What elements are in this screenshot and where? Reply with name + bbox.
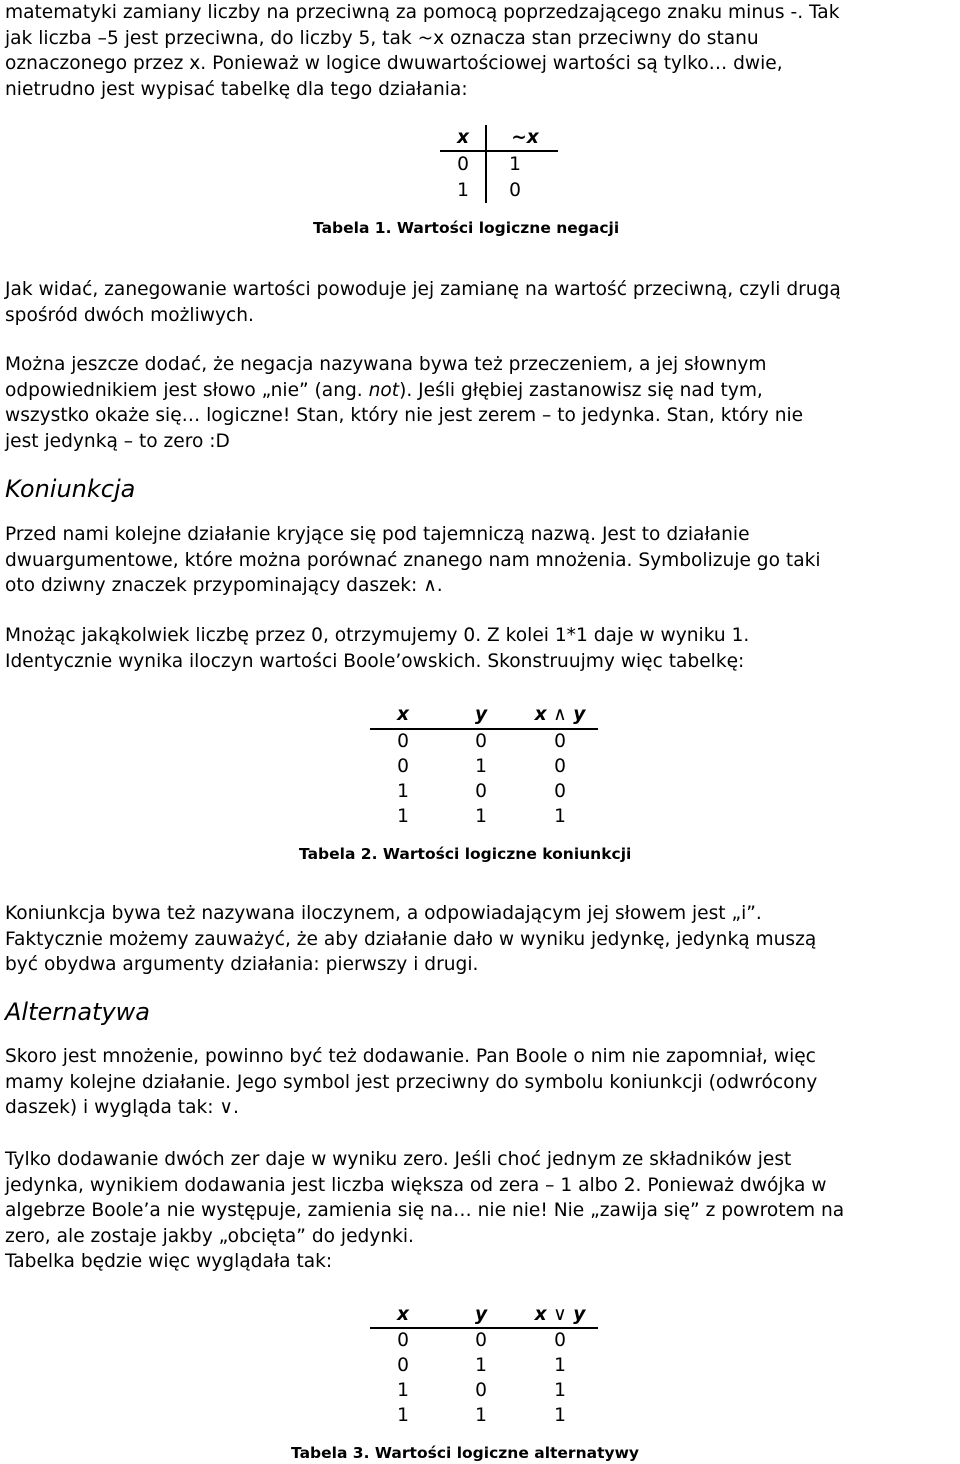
table-header-result <box>520 702 600 727</box>
table-header-result <box>520 1302 600 1327</box>
table-caption-text: Wartości logiczne koniunkcji <box>382 845 632 863</box>
table-cell: 1 <box>457 180 469 201</box>
table-header-not-x: ~x <box>511 127 539 148</box>
text-line: jest jedynką – to zero :D <box>5 430 230 452</box>
table-column-rule <box>485 125 487 203</box>
table-cell: 1 <box>475 806 487 827</box>
text-line: spośród dwóch możliwych. <box>5 304 254 326</box>
emphasis-text: not <box>368 379 400 401</box>
or-symbol-icon: ∨ <box>553 1304 567 1325</box>
header-part: y <box>573 1304 586 1325</box>
table-cell: 0 <box>397 756 409 777</box>
table-caption-text: Wartości logiczne negacji <box>396 219 620 237</box>
section-heading-conjunction: Koniunkcja <box>5 475 136 503</box>
table-header-x: x <box>397 704 409 725</box>
alternative-paragraph <box>5 1044 960 1121</box>
table-cell: 0 <box>397 1330 409 1351</box>
section-heading-alternative: Alternatywa <box>5 998 150 1026</box>
text-line: być obydwa argumenty działania: pierwszy i drugi. <box>5 954 479 975</box>
table-cell: 1 <box>475 756 487 777</box>
table-cell: 1 <box>475 1405 487 1426</box>
header-part: x <box>534 704 547 725</box>
table-cell: 0 <box>457 154 469 175</box>
text-line: Można jeszcze dodać, że negacja nazywana bywa też przeczeniem, a jej słownym <box>5 354 767 375</box>
text-line: oznaczonego przez x. Ponieważ w logice dwuwartościowej wartości są tylko… dwie, <box>5 53 783 74</box>
text-line: wszystko okaże się… logiczne! Stan, który nie jest zerem – to jedynka. Stan, który nie <box>5 405 804 426</box>
table-cell: 0 <box>554 781 566 802</box>
text-line: Przed nami kolejne działanie kryjące się pod tajemniczą nazwą. Jest to działanie <box>5 524 750 545</box>
table-cell: 1 <box>397 1405 409 1426</box>
table-caption-label: Tabela 3. <box>291 1444 370 1462</box>
text-line: oto dziwny znaczek przypominający daszek: ∧. <box>5 575 443 596</box>
table-caption <box>291 1443 639 1463</box>
table-cell: 1 <box>475 1355 487 1376</box>
text-line: dwuargumentowe, które można porównać znanego nam mnożenia. Symbolizuje go taki <box>5 549 821 571</box>
table-cell: 1 <box>397 781 409 802</box>
text-run: ). Jeśli głębiej zastanowisz się nad tym, <box>399 379 763 401</box>
table-caption-label: Tabela 2. <box>299 845 378 863</box>
table-header-x: x <box>397 1304 409 1325</box>
text-line: jak liczba –5 jest przeciwna, do liczby 5, tak ~x oznacza stan przeciwny do stanu <box>5 27 759 49</box>
text-line: Identycznie wynika iloczyn wartości Boole’owskich. Skonstruujmy więc tabelkę: <box>5 650 745 672</box>
text-line <box>5 378 960 404</box>
text-line: mamy kolejne działanie. Jego symbol jest przeciwny do symbolu koniunkcji (odwrócony <box>5 1071 818 1093</box>
text-line: zero, ale zostaje jakby „obcięta” do jedynki. <box>5 1225 414 1247</box>
table-cell: 0 <box>397 1355 409 1376</box>
table-cell: 1 <box>397 806 409 827</box>
header-part: y <box>573 704 586 725</box>
conjunction-paragraph-3 <box>5 901 960 978</box>
table-header-y: y <box>474 1304 488 1325</box>
table-caption <box>299 844 631 864</box>
table-cell: 1 <box>397 1380 409 1401</box>
table-cell: 1 <box>554 1380 566 1401</box>
text-line: algebrze Boole’a nie występuje, zamienia się na… nie nie! Nie „zawija się” z powrotem na <box>5 1200 845 1221</box>
negation-paragraph-2 <box>5 352 960 454</box>
table-caption-label: Tabela 1. <box>313 219 392 237</box>
text-line: daszek) i wygląda tak: ∨. <box>5 1097 239 1118</box>
and-symbol-icon: ∧ <box>553 704 567 725</box>
table-cell: 0 <box>554 731 566 752</box>
table-cell: 0 <box>554 1330 566 1351</box>
table-cell: 0 <box>475 781 487 802</box>
text-line: Tylko dodawanie dwóch zer daje w wyniku zero. Jeśli choć jednym ze składników jest <box>5 1149 792 1170</box>
text-line: jedynka, wynikiem dodawania jest liczba większa od zera – 1 albo 2. Ponieważ dwójka w <box>5 1174 827 1196</box>
text-line: Koniunkcja bywa też nazywana iloczynem, a odpowiadającym jej słowem jest „i”. <box>5 903 762 924</box>
intro-paragraph <box>5 0 960 102</box>
table-cell: 0 <box>554 756 566 777</box>
text-line: Mnożąc jakąkolwiek liczbę przez 0, otrzymujemy 0. Z kolei 1*1 daje w wyniku 1. <box>5 625 750 646</box>
alternative-paragraph-2 <box>5 1147 960 1275</box>
text-line: Tabelka będzie więc wyglądała tak: <box>5 1251 333 1272</box>
text-line: matematyki zamiany liczby na przeciwną za pomocą poprzedzającego znaku minus -. Tak <box>5 2 840 23</box>
conjunction-paragraph <box>5 522 960 599</box>
table-cell: 1 <box>509 154 521 175</box>
table-cell: 0 <box>475 731 487 752</box>
text-line: Jak widać, zanegowanie wartości powoduje jej zamianę na wartość przeciwną, czyli drugą <box>5 279 841 300</box>
table-cell: 0 <box>475 1380 487 1401</box>
table-cell: 1 <box>554 1405 566 1426</box>
table-caption-text: Wartości logiczne alternatywy <box>374 1444 640 1462</box>
text-line: Faktycznie możemy zauważyć, że aby działanie dało w wyniku jedynkę, jedynką muszą <box>5 928 817 950</box>
table-cell: 1 <box>554 806 566 827</box>
negation-paragraph <box>5 277 960 328</box>
table-caption <box>313 218 619 238</box>
table-cell: 1 <box>554 1355 566 1376</box>
table-header-y: y <box>474 704 488 725</box>
table-header-x: x <box>457 127 469 148</box>
conjunction-paragraph-2 <box>5 623 960 674</box>
text-line: Skoro jest mnożenie, powinno być też dodawanie. Pan Boole o nim nie zapomniał, więc <box>5 1046 816 1067</box>
table-cell: 0 <box>509 180 521 201</box>
table-cell: 0 <box>397 731 409 752</box>
header-part: x <box>534 1304 547 1325</box>
table-cell: 0 <box>475 1330 487 1351</box>
text-run: odpowiednikiem jest słowo „nie” (ang. <box>5 379 369 401</box>
text-line: nietrudno jest wypisać tabelkę dla tego działania: <box>5 78 468 100</box>
